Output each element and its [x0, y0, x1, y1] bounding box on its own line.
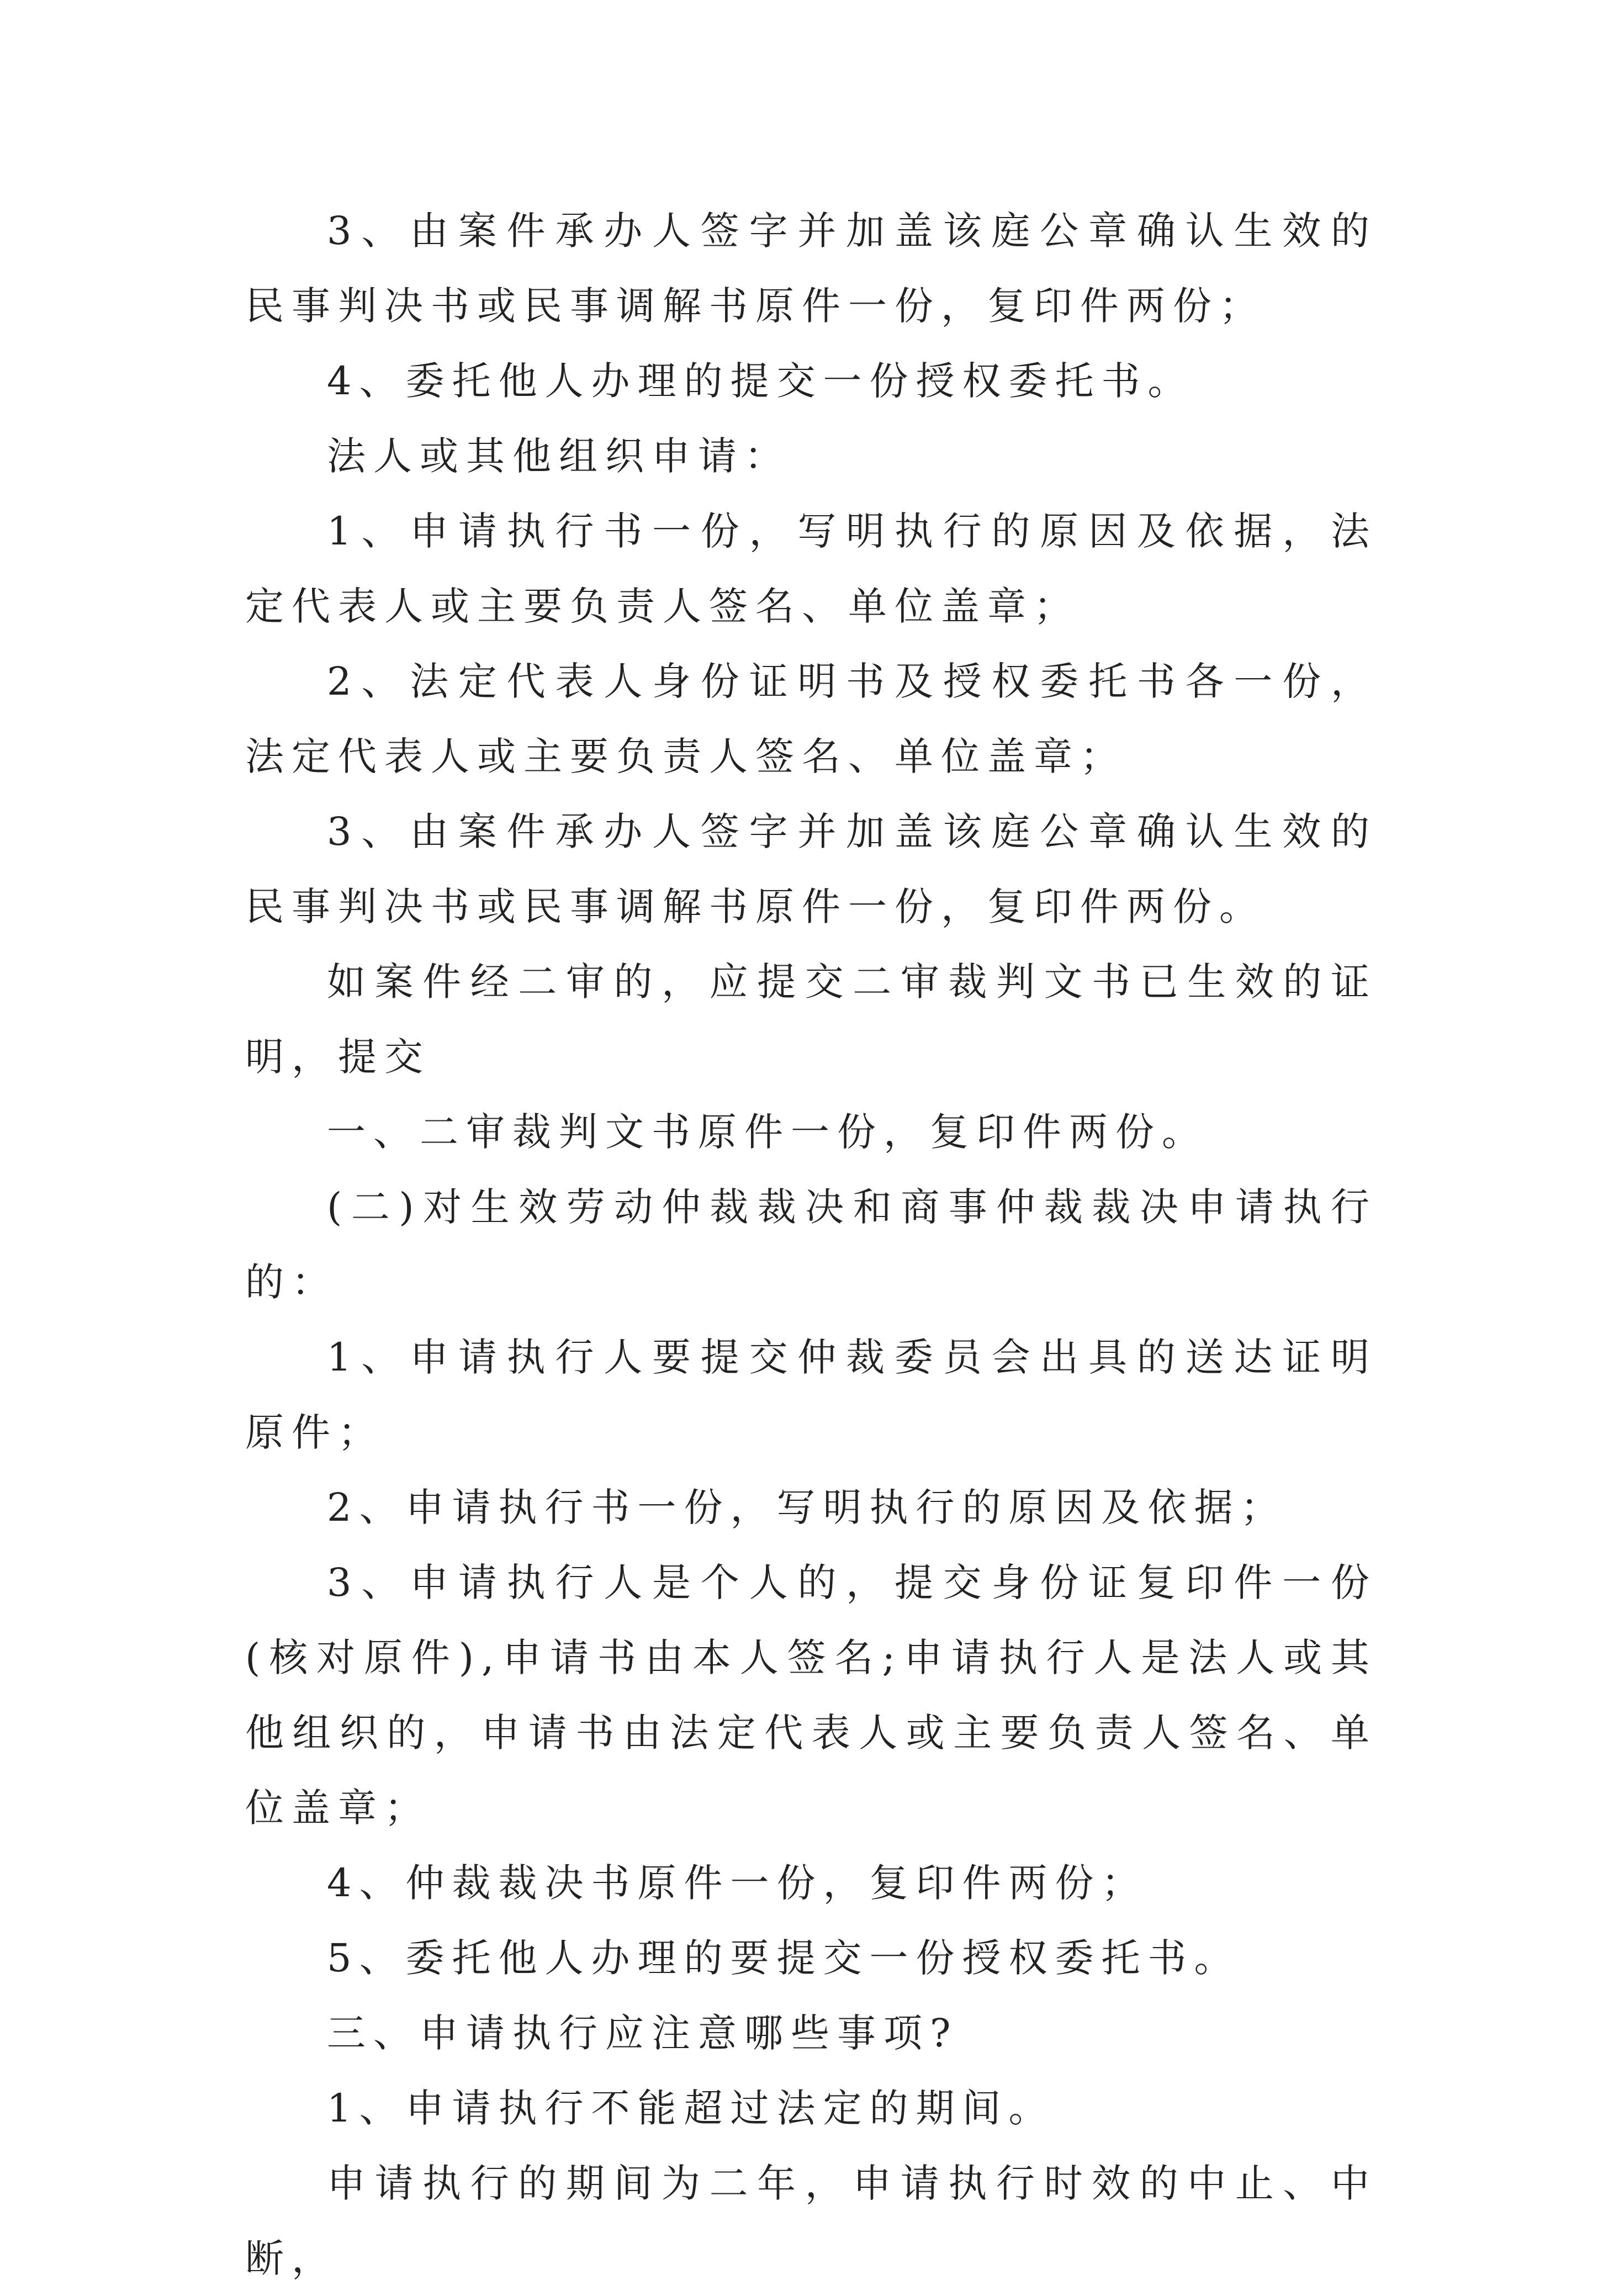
paragraph: 如案件经二审的，应提交二审裁判文书已生效的证明，提交: [245, 959, 1377, 1080]
paragraph: 三、申请执行应注意哪些事项?: [327, 2011, 959, 2056]
paragraph: 5、委托他人办理的要提交一份授权委托书。: [327, 1935, 1241, 1981]
paragraph: 1、申请执行不能超过法定的期间。: [327, 2086, 1055, 2131]
paragraph: (二)对生效劳动仲裁裁决和商事仲裁裁决申请执行的：: [245, 1184, 1377, 1305]
paragraph: 1、申请执行人要提交仲裁委员会出具的送达证明原件；: [245, 1335, 1377, 1455]
paragraph: 一、二审裁判文书原件一份，复印件两份。: [327, 1109, 1208, 1155]
document-body: [245, 193, 1377, 2296]
paragraph: 2、法定代表人身份证明书及授权委托书各一份，法定代表人或主要负责人签名、单位盖章；: [245, 659, 1377, 779]
paragraph: 3、由案件承办人签字并加盖该庭公章确认生效的民事判决书或民事调解书原件一份，复印件两份。: [245, 809, 1377, 929]
paragraph: 法人或其他组织申请：: [327, 433, 791, 479]
paragraph: 3、申请执行人是个人的，提交身份证复印件一份(核对原件),申请书由本人签名;申请执行人是法人或其他组织的，申请书由法定代表人或主要负责人签名、单位盖章；: [245, 1560, 1377, 1831]
paragraph: 4、委托他人办理的提交一份授权委托书。: [327, 358, 1194, 404]
paragraph: 1、申请执行书一份，写明执行的原因及依据，法定代表人或主要负责人签名、单位盖章；: [245, 509, 1377, 629]
paragraph: 4、仲裁裁决书原件一份，复印件两份；: [327, 1860, 1148, 1906]
paragraph: 3、由案件承办人签字并加盖该庭公章确认生效的民事判决书或民事调解书原件一份，复印件两份；: [245, 208, 1377, 329]
paragraph: 2、申请执行书一份，写明执行的原因及依据；: [327, 1485, 1287, 1530]
paragraph: 申请执行的期间为二年，申请执行时效的中止、中断，: [245, 2161, 1377, 2281]
